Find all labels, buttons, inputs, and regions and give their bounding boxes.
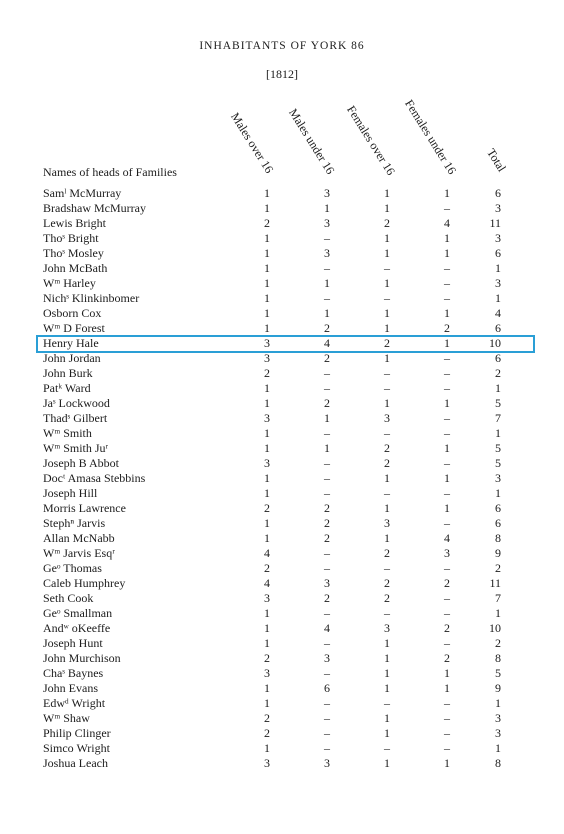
cell-males-over-16: 1	[264, 696, 270, 710]
family-head-name: John Murchison	[43, 651, 121, 665]
cell-males-over-16: 1	[264, 246, 270, 260]
cell-females-under-16: 1	[444, 471, 450, 485]
cell-males-over-16: 3	[264, 411, 270, 425]
table-row	[0, 501, 564, 516]
cell-males-under-16: 2	[324, 501, 330, 515]
cell-females-over-16: 1	[384, 471, 390, 485]
cell-total: 6	[495, 246, 501, 260]
cell-males-under-16: 1	[324, 276, 330, 290]
cell-males-under-16: 4	[324, 336, 330, 350]
cell-females-under-16: 1	[444, 306, 450, 320]
cell-total: 11	[489, 576, 501, 590]
cell-males-over-16: 1	[264, 741, 270, 755]
cell-males-under-16: –	[324, 561, 330, 575]
family-head-name: Wᵐ Smith Juʳ	[43, 441, 109, 455]
cell-males-under-16: –	[324, 486, 330, 500]
cell-males-under-16: –	[324, 291, 330, 305]
cell-males-under-16: –	[324, 456, 330, 470]
cell-males-under-16: 6	[324, 681, 330, 695]
cell-males-over-16: 1	[264, 291, 270, 305]
family-head-name: Morris Lawrence	[43, 501, 126, 515]
cell-total: 1	[495, 291, 501, 305]
cell-females-under-16: –	[444, 561, 450, 575]
cell-males-over-16: 1	[264, 306, 270, 320]
cell-females-under-16: –	[444, 411, 450, 425]
cell-males-under-16: –	[324, 606, 330, 620]
table-row	[0, 636, 564, 651]
cell-males-under-16: –	[324, 666, 330, 680]
table-row	[0, 186, 564, 201]
cell-males-over-16: 1	[264, 426, 270, 440]
cell-females-over-16: 1	[384, 231, 390, 245]
family-head-name: John Jordan	[43, 351, 101, 365]
cell-males-under-16: 1	[324, 306, 330, 320]
cell-total: 1	[495, 381, 501, 395]
family-head-name: Joshua Leach	[43, 756, 108, 770]
cell-total: 4	[495, 306, 501, 320]
cell-total: 2	[495, 366, 501, 380]
table-row	[0, 486, 564, 501]
table-row	[0, 441, 564, 456]
cell-total: 5	[495, 456, 501, 470]
family-head-name: John McBath	[43, 261, 108, 275]
table-row	[0, 351, 564, 366]
cell-males-over-16: 2	[264, 561, 270, 575]
cell-total: 8	[495, 756, 501, 770]
cell-males-under-16: –	[324, 696, 330, 710]
cell-males-over-16: 2	[264, 366, 270, 380]
cell-females-over-16: 2	[384, 441, 390, 455]
table-row	[0, 426, 564, 441]
cell-females-over-16: 2	[384, 576, 390, 590]
family-head-name: Joseph B Abbot	[43, 456, 120, 470]
cell-females-under-16: 1	[444, 501, 450, 515]
table-row	[0, 741, 564, 756]
family-head-name: Geᵒ Smallman	[43, 606, 113, 620]
cell-females-under-16: 1	[444, 396, 450, 410]
cell-males-over-16: 2	[264, 711, 270, 725]
cell-females-over-16: –	[384, 261, 390, 275]
family-head-name: Philip Clinger	[43, 726, 111, 740]
cell-males-under-16: –	[324, 636, 330, 650]
cell-females-over-16: 1	[384, 501, 390, 515]
cell-males-over-16: 1	[264, 531, 270, 545]
table-row	[0, 471, 564, 486]
cell-males-over-16: 1	[264, 486, 270, 500]
cell-females-over-16: –	[384, 426, 390, 440]
cell-total: 1	[495, 426, 501, 440]
table-row	[0, 756, 564, 771]
cell-males-under-16: 1	[324, 441, 330, 455]
cell-males-under-16: 2	[324, 351, 330, 365]
cell-males-under-16: –	[324, 261, 330, 275]
cell-females-over-16: 2	[384, 216, 390, 230]
cell-females-under-16: 1	[444, 681, 450, 695]
column-header-males-over-16: Males over 16	[228, 110, 277, 176]
cell-males-under-16: 2	[324, 531, 330, 545]
cell-total: 9	[495, 546, 501, 560]
cell-males-over-16: 2	[264, 501, 270, 515]
cell-total: 3	[495, 726, 501, 740]
table-row	[0, 621, 564, 636]
cell-females-under-16: –	[444, 516, 450, 530]
cell-females-over-16: 1	[384, 246, 390, 260]
cell-males-over-16: 1	[264, 516, 270, 530]
family-head-name: Geᵒ Thomas	[43, 561, 102, 575]
family-head-name: Stephⁿ Jarvis	[43, 516, 106, 530]
cell-females-over-16: –	[384, 741, 390, 755]
cell-females-over-16: 1	[384, 651, 390, 665]
cell-males-under-16: –	[324, 546, 330, 560]
table-row	[0, 336, 564, 351]
family-head-name: Caleb Humphrey	[43, 576, 126, 590]
table-row	[0, 201, 564, 216]
cell-females-over-16: 1	[384, 531, 390, 545]
cell-total: 11	[489, 216, 501, 230]
cell-females-under-16: –	[444, 261, 450, 275]
cell-males-under-16: –	[324, 231, 330, 245]
cell-females-over-16: 1	[384, 756, 390, 770]
cell-females-under-16: –	[444, 606, 450, 620]
cell-males-under-16: 2	[324, 516, 330, 530]
cell-males-over-16: 1	[264, 261, 270, 275]
family-head-name: Wᵐ Smith	[43, 426, 92, 440]
cell-females-over-16: 1	[384, 666, 390, 680]
family-head-name: Joseph Hunt	[43, 636, 103, 650]
cell-females-under-16: 2	[444, 621, 450, 635]
cell-males-over-16: 4	[264, 546, 270, 560]
cell-total: 5	[495, 396, 501, 410]
family-head-name: Samˡ McMurray	[43, 186, 122, 200]
cell-males-over-16: 1	[264, 621, 270, 635]
cell-males-over-16: 1	[264, 381, 270, 395]
cell-females-over-16: –	[384, 696, 390, 710]
family-head-name: John Burk	[43, 366, 93, 380]
cell-females-under-16: –	[444, 711, 450, 725]
cell-males-under-16: 3	[324, 756, 330, 770]
cell-total: 8	[495, 531, 501, 545]
cell-females-under-16: –	[444, 291, 450, 305]
cell-males-under-16: 1	[324, 201, 330, 215]
cell-females-under-16: –	[444, 486, 450, 500]
family-head-name: Lewis Bright	[43, 216, 106, 230]
cell-total: 6	[495, 516, 501, 530]
census-table	[0, 186, 564, 771]
cell-total: 3	[495, 231, 501, 245]
cell-females-under-16: –	[444, 741, 450, 755]
table-row	[0, 516, 564, 531]
family-head-name: Edwᵈ Wright	[43, 696, 106, 710]
cell-males-under-16: 2	[324, 396, 330, 410]
cell-males-over-16: 3	[264, 351, 270, 365]
cell-females-under-16: –	[444, 276, 450, 290]
cell-males-under-16: 4	[324, 621, 330, 635]
cell-females-under-16: –	[444, 456, 450, 470]
cell-females-over-16: 1	[384, 306, 390, 320]
cell-males-over-16: 1	[264, 396, 270, 410]
cell-total: 10	[489, 336, 501, 350]
family-head-name: Andʷ oKeeffe	[43, 621, 111, 635]
cell-females-under-16: 4	[444, 531, 450, 545]
cell-males-under-16: –	[324, 471, 330, 485]
cell-total: 6	[495, 351, 501, 365]
cell-females-over-16: –	[384, 291, 390, 305]
cell-females-under-16: –	[444, 426, 450, 440]
table-row	[0, 306, 564, 321]
cell-females-over-16: 1	[384, 396, 390, 410]
page-title: INHABITANTS OF YORK 86	[199, 40, 365, 52]
cell-females-under-16: –	[444, 351, 450, 365]
cell-males-over-16: 3	[264, 456, 270, 470]
cell-females-over-16: 1	[384, 636, 390, 650]
table-row	[0, 561, 564, 576]
cell-total: 6	[495, 501, 501, 515]
cell-males-over-16: 1	[264, 276, 270, 290]
family-head-name: Osborn Cox	[43, 306, 102, 320]
family-head-name: Wᵐ D Forest	[43, 321, 105, 335]
cell-total: 7	[495, 411, 501, 425]
cell-males-under-16: 3	[324, 651, 330, 665]
family-head-name: Nichˢ Klinkinbomer	[43, 291, 140, 305]
cell-males-over-16: 3	[264, 591, 270, 605]
cell-females-under-16: 1	[444, 246, 450, 260]
cell-total: 1	[495, 606, 501, 620]
cell-males-under-16: 3	[324, 216, 330, 230]
cell-females-over-16: –	[384, 486, 390, 500]
column-header-total: Total	[484, 146, 509, 175]
cell-total: 10	[489, 621, 501, 635]
family-head-name: Chaˢ Baynes	[43, 666, 104, 680]
cell-males-under-16: –	[324, 426, 330, 440]
family-head-name: Henry Hale	[43, 336, 99, 350]
family-head-name: Thoˢ Bright	[43, 231, 99, 245]
cell-total: 5	[495, 441, 501, 455]
cell-total: 6	[495, 321, 501, 335]
family-head-name: Seth Cook	[43, 591, 94, 605]
cell-total: 3	[495, 276, 501, 290]
cell-males-over-16: 1	[264, 201, 270, 215]
table-row	[0, 531, 564, 546]
cell-males-under-16: 3	[324, 576, 330, 590]
table-row	[0, 651, 564, 666]
table-row	[0, 276, 564, 291]
family-head-name: Bradshaw McMurray	[43, 201, 146, 215]
cell-males-under-16: 2	[324, 321, 330, 335]
cell-females-under-16: 2	[444, 576, 450, 590]
table-row	[0, 696, 564, 711]
cell-males-over-16: 2	[264, 726, 270, 740]
cell-females-over-16: 2	[384, 546, 390, 560]
family-head-name: Thoˢ Mosley	[43, 246, 104, 260]
cell-females-over-16: –	[384, 561, 390, 575]
cell-males-under-16: –	[324, 741, 330, 755]
table-row	[0, 681, 564, 696]
table-row	[0, 726, 564, 741]
cell-males-over-16: 1	[264, 636, 270, 650]
cell-total: 3	[495, 711, 501, 725]
family-head-name: John Evans	[43, 681, 98, 695]
cell-females-under-16: 1	[444, 441, 450, 455]
cell-females-under-16: 1	[444, 231, 450, 245]
cell-males-over-16: 1	[264, 186, 270, 200]
table-row	[0, 666, 564, 681]
cell-females-under-16: 1	[444, 336, 450, 350]
cell-males-over-16: 1	[264, 321, 270, 335]
family-head-name: Docᵗ Amasa Stebbins	[43, 471, 146, 485]
table-row	[0, 231, 564, 246]
family-head-name: Simco Wright	[43, 741, 110, 755]
table-row	[0, 711, 564, 726]
cell-females-under-16: –	[444, 726, 450, 740]
year-label: [1812]	[266, 67, 298, 81]
cell-females-under-16: –	[444, 591, 450, 605]
cell-females-under-16: 1	[444, 186, 450, 200]
cell-total: 8	[495, 651, 501, 665]
cell-females-over-16: 1	[384, 201, 390, 215]
cell-females-under-16: –	[444, 201, 450, 215]
family-head-name: Allan McNabb	[43, 531, 115, 545]
family-head-name: Wᵐ Shaw	[43, 711, 90, 725]
cell-females-over-16: 1	[384, 321, 390, 335]
cell-males-over-16: 2	[264, 216, 270, 230]
cell-males-under-16: –	[324, 726, 330, 740]
cell-females-under-16: 1	[444, 666, 450, 680]
family-head-name: Wᵐ Harley	[43, 276, 96, 290]
column-header-females-under-16: Females under 16	[402, 97, 460, 177]
family-head-name: Joseph Hill	[43, 486, 98, 500]
cell-females-over-16: 1	[384, 186, 390, 200]
cell-males-over-16: 2	[264, 651, 270, 665]
cell-females-under-16: 2	[444, 321, 450, 335]
cell-males-under-16: –	[324, 366, 330, 380]
cell-total: 1	[495, 261, 501, 275]
cell-males-over-16: 1	[264, 606, 270, 620]
table-row	[0, 366, 564, 381]
cell-total: 1	[495, 696, 501, 710]
column-header-females-over-16: Females over 16	[344, 103, 399, 178]
cell-total: 3	[495, 471, 501, 485]
cell-males-over-16: 1	[264, 681, 270, 695]
cell-females-over-16: 2	[384, 456, 390, 470]
cell-females-over-16: 3	[384, 621, 390, 635]
cell-males-under-16: 3	[324, 186, 330, 200]
cell-males-over-16: 3	[264, 336, 270, 350]
table-row	[0, 246, 564, 261]
cell-females-under-16: 4	[444, 216, 450, 230]
cell-males-over-16: 4	[264, 576, 270, 590]
cell-females-over-16: 1	[384, 711, 390, 725]
cell-females-over-16: 1	[384, 681, 390, 695]
table-row	[0, 576, 564, 591]
table-row	[0, 261, 564, 276]
cell-females-over-16: 1	[384, 726, 390, 740]
cell-females-under-16: 3	[444, 546, 450, 560]
cell-males-over-16: 1	[264, 441, 270, 455]
family-head-name: Wᵐ Jarvis Esqʳ	[43, 546, 115, 560]
cell-total: 2	[495, 636, 501, 650]
cell-females-over-16: –	[384, 606, 390, 620]
cell-males-over-16: 3	[264, 666, 270, 680]
cell-females-under-16: –	[444, 696, 450, 710]
table-row	[0, 396, 564, 411]
table-row	[0, 291, 564, 306]
cell-females-over-16: 1	[384, 276, 390, 290]
cell-females-over-16: –	[384, 381, 390, 395]
family-head-name: Patᵏ Ward	[43, 381, 91, 395]
column-header-names: Names of heads of Families	[43, 165, 177, 179]
cell-males-over-16: 1	[264, 231, 270, 245]
cell-total: 2	[495, 561, 501, 575]
family-head-name: Thadˢ Gilbert	[43, 411, 108, 425]
cell-females-under-16: 1	[444, 756, 450, 770]
table-row	[0, 456, 564, 471]
cell-total: 1	[495, 486, 501, 500]
cell-females-over-16: 3	[384, 411, 390, 425]
table-row	[0, 381, 564, 396]
column-header-males-under-16: Males under 16	[286, 106, 338, 177]
cell-females-over-16: 1	[384, 351, 390, 365]
cell-males-under-16: –	[324, 381, 330, 395]
cell-males-under-16: 1	[324, 411, 330, 425]
table-row	[0, 546, 564, 561]
cell-females-under-16: 2	[444, 651, 450, 665]
table-row	[0, 591, 564, 606]
table-row	[0, 411, 564, 426]
cell-males-under-16: 2	[324, 591, 330, 605]
cell-females-over-16: –	[384, 366, 390, 380]
cell-females-over-16: 2	[384, 336, 390, 350]
cell-total: 5	[495, 666, 501, 680]
table-row	[0, 606, 564, 621]
cell-females-over-16: 3	[384, 516, 390, 530]
cell-total: 3	[495, 201, 501, 215]
cell-females-under-16: –	[444, 381, 450, 395]
cell-total: 7	[495, 591, 501, 605]
table-row	[0, 216, 564, 231]
cell-total: 1	[495, 741, 501, 755]
cell-total: 9	[495, 681, 501, 695]
cell-males-over-16: 3	[264, 756, 270, 770]
cell-males-over-16: 1	[264, 471, 270, 485]
cell-males-under-16: –	[324, 711, 330, 725]
table-row	[0, 321, 564, 336]
cell-females-over-16: 2	[384, 591, 390, 605]
family-head-name: Jaˢ Lockwood	[43, 396, 110, 410]
cell-males-under-16: 3	[324, 246, 330, 260]
cell-females-under-16: –	[444, 366, 450, 380]
cell-total: 6	[495, 186, 501, 200]
cell-females-under-16: –	[444, 636, 450, 650]
